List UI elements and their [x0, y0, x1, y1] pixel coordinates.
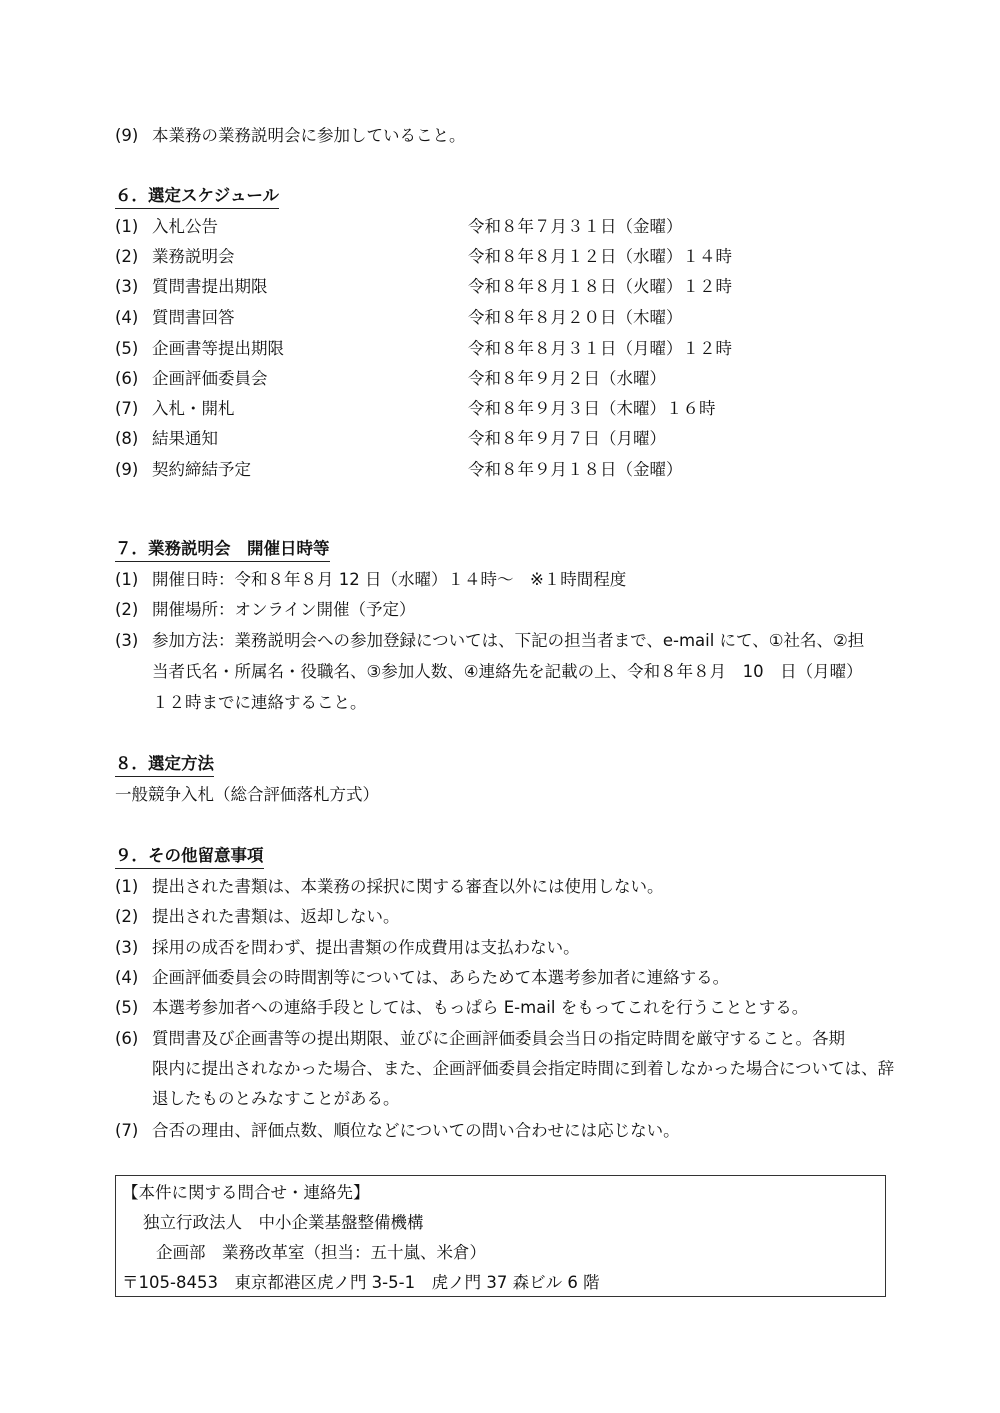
item-text: 合否の理由、評価点数、順位などについての問い合わせには応じない。: [152, 1121, 680, 1140]
item-number: (2): [115, 600, 139, 619]
schedule-date: 令和８年８月３１日（月曜）１２時: [468, 339, 732, 358]
schedule-label: 質問書回答: [152, 308, 235, 327]
item-number: (6): [115, 369, 139, 388]
contact-address: 〒105-8453 東京都港区虎ノ門 3-5-1 虎ノ門 37 森ビル 6 階: [122, 1273, 600, 1292]
contact-organization: 独立行政法人 中小企業基盤整備機構: [143, 1213, 424, 1232]
item-number: (9): [115, 126, 139, 145]
item-number: (1): [115, 217, 139, 236]
schedule-date: 令和８年９月２日（水曜）: [468, 369, 666, 388]
schedule-label: 企画書等提出期限: [152, 339, 284, 358]
item-text: 提出された書類は、本業務の採択に関する審査以外には使用しない。: [152, 877, 664, 896]
item-text: 採用の成否を問わず、提出書類の作成費用は支払わない。: [152, 938, 580, 957]
item-text: 開催場所：オンライン開催（予定）: [152, 600, 416, 619]
item-number: (4): [115, 308, 139, 327]
item-number: (2): [115, 247, 139, 266]
item-number: (3): [115, 277, 139, 296]
contact-department: 企画部 業務改革室（担当：五十嵐、米倉）: [156, 1243, 486, 1262]
schedule-date: 令和８年９月３日（木曜）１６時: [468, 399, 716, 418]
item-number: (5): [115, 339, 139, 358]
contact-box: [115, 1175, 886, 1297]
schedule-label: 結果通知: [152, 429, 218, 448]
item-number: (6): [115, 1029, 139, 1048]
item-number: (7): [115, 1121, 139, 1140]
item-number: (1): [115, 877, 139, 896]
schedule-date: 令和８年９月７日（月曜）: [468, 429, 666, 448]
item-number: (2): [115, 907, 139, 926]
item-text: 限内に提出されなかった場合、また、企画評価委員会指定時間に到着しなかった場合については、辞: [152, 1059, 895, 1078]
item-text: 本業務の業務説明会に参加していること。: [152, 126, 466, 145]
item-number: (1): [115, 570, 139, 589]
item-text: 開催日時：令和８年８月 12 日（水曜）１４時～ ※１時間程度: [152, 570, 627, 589]
schedule-date: 令和８年８月１８日（火曜）１２時: [468, 277, 732, 296]
section-heading-method: ８．選定方法: [115, 753, 214, 777]
schedule-label: 業務説明会: [152, 247, 235, 266]
item-number: (3): [115, 631, 139, 650]
schedule-date: 令和８年７月３１日（金曜）: [468, 217, 683, 236]
schedule-label: 質問書提出期限: [152, 277, 268, 296]
item-number: (9): [115, 460, 139, 479]
schedule-label: 契約締結予定: [152, 460, 251, 479]
schedule-label: 入札公告: [152, 217, 218, 236]
item-text: 提出された書類は、返却しない。: [152, 907, 400, 926]
item-number: (8): [115, 429, 139, 448]
section-heading-notes: ９．その他留意事項: [115, 845, 264, 869]
schedule-label: 企画評価委員会: [152, 369, 268, 388]
schedule-date: 令和８年９月１８日（金曜）: [468, 460, 683, 479]
schedule-date: 令和８年８月２０日（木曜）: [468, 308, 683, 327]
item-text: 退したものとみなすことがある。: [152, 1089, 400, 1108]
schedule-label: 入札・開札: [152, 399, 235, 418]
item-text: １２時までに連絡すること。: [152, 693, 367, 712]
section-heading-schedule: ６．選定スケジュール: [115, 185, 279, 209]
item-text: 本選考参加者への連絡手段としては、もっぱら E-mail をもってこれを行うこととする。: [152, 998, 809, 1017]
method-text: 一般競争入札（総合評価落札方式）: [115, 785, 379, 804]
item-number: (3): [115, 938, 139, 957]
item-text: 質問書及び企画書等の提出期限、並びに企画評価委員会当日の指定時間を厳守すること。各期: [152, 1029, 845, 1048]
item-text: 企画評価委員会の時間割等については、あらためて本選考参加者に連絡する。: [152, 968, 730, 987]
section-heading-briefing: ７．業務説明会 開催日時等: [115, 538, 330, 562]
item-number: (7): [115, 399, 139, 418]
contact-title: 【本件に関する問合せ・連絡先】: [122, 1183, 370, 1202]
item-text: 当者氏名・所属名・役職名、③参加人数、④連絡先を記載の上、令和８年８月 10 日（月曜）: [152, 662, 863, 681]
item-number: (5): [115, 998, 139, 1017]
item-text: 参加方法：業務説明会への参加登録については、下記の担当者まで、e-mail にて、①社名、②担: [152, 631, 865, 650]
schedule-date: 令和８年８月１２日（水曜）１４時: [468, 247, 732, 266]
item-number: (4): [115, 968, 139, 987]
